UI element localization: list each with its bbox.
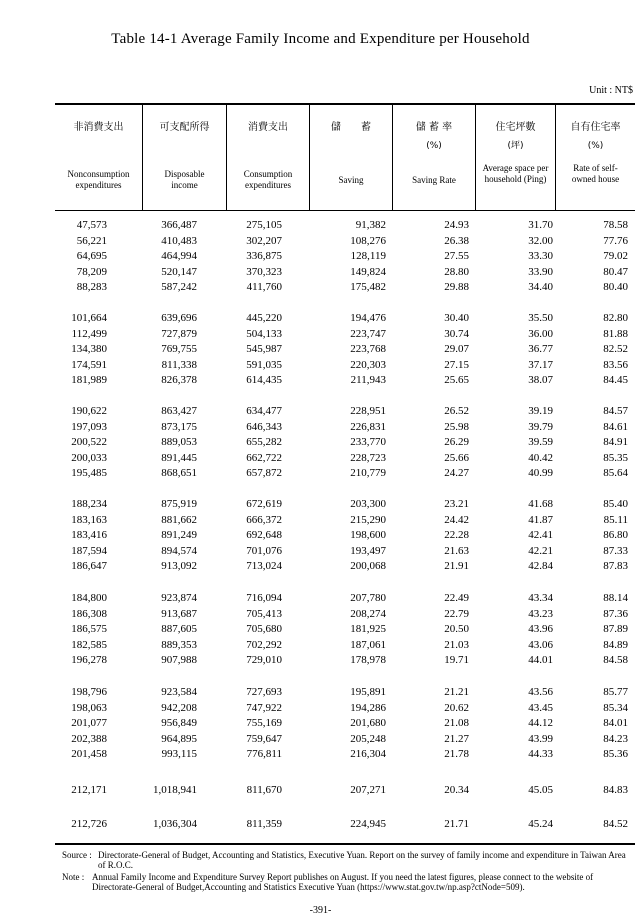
table-cell: 913,687: [161, 607, 197, 620]
table-cell: 228,723: [350, 451, 386, 464]
table-cell: 223,747: [350, 327, 386, 340]
table-cell: 747,922: [246, 701, 282, 714]
table-row: [55, 592, 635, 607]
table-cell: 614,435: [246, 374, 282, 386]
header-zh: 儲 蓄: [331, 122, 371, 133]
table-row: [55, 467, 635, 482]
table-cell: 26.52: [444, 405, 469, 417]
header-en: Average space per household (Ping): [482, 163, 549, 184]
table-cell: 21.27: [444, 732, 469, 745]
table-cell: 44.01: [528, 654, 553, 666]
unit-label: Unit : NT$: [589, 85, 633, 96]
table-cell: 889,353: [161, 638, 197, 651]
table-cell: 34.40: [528, 281, 553, 293]
table-cell: 39.59: [528, 436, 553, 448]
table-header-rule: [55, 210, 635, 211]
table-cell: 84.83: [603, 784, 628, 796]
table-row: [55, 654, 635, 669]
table-row: [55, 498, 635, 513]
table-cell: 200,522: [71, 436, 107, 448]
table-cell: 194,286: [350, 701, 386, 714]
table-cell: 78.58: [603, 219, 628, 231]
table-cell: 79.02: [603, 250, 628, 262]
table-cell: 769,755: [161, 343, 197, 355]
table-cell: 33.90: [528, 265, 553, 278]
table-cell: 956,849: [161, 717, 197, 729]
table-row: [55, 702, 635, 717]
table-row: [55, 250, 635, 265]
table-cell: 77.76: [603, 234, 628, 247]
table-cell: 84.61: [603, 420, 628, 433]
table-cell: 993,115: [161, 748, 197, 760]
table-cell: 520,147: [161, 265, 197, 278]
table-cell: 200,068: [350, 560, 386, 572]
table-cell: 202,388: [71, 732, 107, 745]
table-cell: 78,209: [76, 265, 107, 278]
table-cell: 702,292: [246, 638, 282, 651]
table-cell: 411,760: [246, 281, 282, 293]
table-row: [55, 639, 635, 654]
table-row: [55, 733, 635, 748]
table-cell: 182,585: [71, 638, 107, 651]
table-cell: 43.23: [528, 607, 553, 620]
table-cell: 197,093: [71, 420, 107, 433]
table-cell: 211,943: [350, 374, 386, 386]
table-cell: 175,482: [350, 281, 386, 293]
table-row: [55, 374, 635, 389]
table-row: [55, 529, 635, 544]
header-en: Saving: [338, 175, 364, 185]
table-row: [55, 608, 635, 623]
table-cell: 22.49: [444, 592, 469, 604]
table-cell: 44.33: [528, 748, 553, 760]
table-cell: 28.80: [444, 265, 469, 278]
table-cell: 198,600: [350, 529, 386, 541]
table-cell: 891,445: [161, 451, 197, 464]
table-cell: 85.35: [603, 451, 628, 464]
table-cell: 87.89: [603, 623, 628, 635]
table-cell: 190,622: [71, 405, 107, 417]
table-cell: 85.40: [603, 498, 628, 510]
table-row: [55, 784, 635, 799]
table-cell: 183,416: [71, 529, 107, 541]
table-cell: 184,800: [71, 592, 107, 604]
table-cell: 87.36: [603, 607, 628, 620]
table-cell: 84.91: [603, 436, 628, 448]
table-cell: 212,171: [71, 784, 107, 796]
table-cell: 223,768: [350, 343, 386, 355]
table-row: [55, 266, 635, 281]
table-cell: 201,680: [350, 717, 386, 729]
table-cell: 24.42: [444, 513, 469, 526]
header-en: Nonconsumption expenditures: [67, 169, 130, 190]
table-cell: 24.27: [444, 467, 469, 479]
table-cell: 42.41: [528, 529, 553, 541]
table-cell: 445,220: [246, 312, 282, 324]
table-cell: 108,276: [350, 234, 386, 247]
table-cell: 705,413: [246, 607, 282, 620]
table-row: [55, 686, 635, 701]
table-cell: 181,925: [350, 623, 386, 635]
table-cell: 20.50: [444, 623, 469, 635]
table-cell: 193,497: [350, 544, 386, 557]
table-cell: 220,303: [350, 358, 386, 371]
table-cell: 891,249: [161, 529, 197, 541]
table-cell: 587,242: [161, 281, 197, 293]
table-cell: 889,053: [161, 436, 197, 448]
table-cell: 186,308: [71, 607, 107, 620]
table-cell: 43.34: [528, 592, 553, 604]
table-cell: 464,994: [161, 250, 197, 262]
table-cell: 692,648: [246, 529, 282, 541]
table-cell: 205,248: [350, 732, 386, 745]
table-cell: 84.23: [603, 732, 628, 745]
table-cell: 44.12: [528, 717, 553, 729]
table-cell: 82.80: [603, 312, 628, 324]
table-cell: 21.08: [444, 717, 469, 729]
table-row: [55, 436, 635, 451]
table-cell: 923,874: [161, 592, 197, 604]
table-cell: 1,036,304: [153, 818, 197, 830]
table-cell: 875,919: [161, 498, 197, 510]
table-row: [55, 328, 635, 343]
table-cell: 727,879: [161, 327, 197, 340]
table-cell: 224,945: [350, 818, 386, 830]
header-zh: 可支配所得: [159, 122, 210, 133]
source-note: [62, 850, 634, 870]
table-cell: 863,427: [161, 405, 197, 417]
table-cell: 84.57: [603, 405, 628, 417]
header-self-owned: [556, 105, 635, 210]
table-cell: 83.56: [603, 358, 628, 371]
table-cell: 30.40: [444, 312, 469, 324]
table-cell: 25.65: [444, 374, 469, 386]
table-cell: 85.64: [603, 467, 628, 479]
table-cell: 894,574: [161, 544, 197, 557]
table-cell: 201,458: [71, 748, 107, 760]
header-zh: 非消費支出: [73, 122, 124, 133]
table-cell: 226,831: [350, 420, 386, 433]
table-cell: 134,380: [71, 343, 107, 355]
table-cell: 811,670: [246, 784, 282, 796]
table-cell: 43.56: [528, 686, 553, 698]
header-en: Disposable income: [164, 169, 205, 190]
table-cell: 216,304: [350, 748, 386, 760]
table-cell: 634,477: [246, 405, 282, 417]
header-en: Consumption expenditures: [243, 169, 293, 190]
table-cell: 30.74: [444, 327, 469, 340]
table-row: [55, 343, 635, 358]
table-row: [55, 219, 635, 234]
table-cell: 186,575: [71, 623, 107, 635]
header-zh: 自有住宅率: [570, 122, 621, 133]
table-cell: 187,594: [71, 544, 107, 557]
table-cell: 923,584: [161, 686, 197, 698]
table-cell: 22.79: [444, 607, 469, 620]
table-cell: 705,680: [246, 623, 282, 635]
table-cell: 128,119: [350, 250, 386, 262]
page-number: -391-: [309, 905, 332, 916]
table-cell: 80.40: [603, 281, 628, 293]
table-cell: 210,779: [350, 467, 386, 479]
table-row: [55, 281, 635, 296]
table-cell: 41.68: [528, 498, 553, 510]
table-cell: 21.91: [444, 560, 469, 572]
table-cell: 149,824: [350, 265, 386, 278]
table-cell: 84.89: [603, 638, 628, 651]
table-cell: 64,695: [76, 250, 107, 262]
table-cell: 887,605: [161, 623, 197, 635]
table-cell: 91,382: [355, 219, 386, 231]
table-row: [55, 748, 635, 763]
table-cell: 672,619: [246, 498, 282, 510]
header-space: [476, 105, 555, 210]
header-zh: 儲 蓄 率: [415, 122, 453, 133]
table-cell: 43.96: [528, 623, 553, 635]
table-cell: 178,978: [350, 654, 386, 666]
table-cell: 31.70: [528, 219, 553, 231]
source-label: Source :: [62, 850, 92, 860]
header-unit: (坪): [507, 141, 524, 151]
table-row: [55, 545, 635, 560]
table-cell: 657,872: [246, 467, 282, 479]
table-row: [55, 452, 635, 467]
table-row: [55, 405, 635, 420]
table-cell: 646,343: [246, 420, 282, 433]
table-cell: 84.01: [603, 717, 628, 729]
table-row: [55, 717, 635, 732]
table-cell: 21.63: [444, 544, 469, 557]
table-row: [55, 560, 635, 575]
table-cell: 85.34: [603, 701, 628, 714]
table-cell: 112,499: [71, 327, 107, 340]
table-cell: 195,891: [350, 686, 386, 698]
table-cell: 188,234: [71, 498, 107, 510]
table-cell: 198,063: [71, 701, 107, 714]
table-cell: 27.55: [444, 250, 469, 262]
header-nonconsumption: [55, 105, 142, 210]
table-cell: 207,780: [350, 592, 386, 604]
table-cell: 591,035: [246, 358, 282, 371]
table-cell: 47,573: [76, 219, 107, 231]
table-cell: 85.11: [603, 513, 628, 526]
table-cell: 174,591: [71, 358, 107, 371]
table-cell: 56,221: [76, 234, 107, 247]
table-cell: 881,662: [161, 513, 197, 526]
table-cell: 86.80: [603, 529, 628, 541]
source-text: Directorate-General of Budget, Accounting and Statistics, Executive Yuan. Report on the survey of family income and expenditure in Taiwan Area of R.O.C.: [98, 850, 626, 870]
table-cell: 370,323: [246, 265, 282, 278]
table-cell: 207,271: [350, 784, 386, 796]
table-cell: 200,033: [71, 451, 107, 464]
table-row: [55, 514, 635, 529]
header-zh: 住宅坪數: [495, 122, 536, 133]
table-row: [55, 421, 635, 436]
table-cell: 32.00: [528, 234, 553, 247]
table-cell: 729,010: [246, 654, 282, 666]
note: [62, 872, 634, 902]
table-row: [55, 312, 635, 327]
table-cell: 776,811: [246, 748, 282, 760]
header-saving-rate: [393, 105, 475, 210]
table-cell: 37.17: [528, 358, 553, 371]
table-cell: 36.77: [528, 343, 553, 355]
header-zh: 消費支出: [248, 122, 288, 133]
table-cell: 35.50: [528, 312, 553, 324]
table-cell: 36.00: [528, 327, 553, 340]
table-cell: 29.88: [444, 281, 469, 293]
table-cell: 85.77: [603, 686, 628, 698]
table-cell: 84.45: [603, 374, 628, 386]
table-cell: 228,951: [350, 405, 386, 417]
table-cell: 201,077: [71, 717, 107, 729]
table-cell: 716,094: [246, 592, 282, 604]
table-cell: 87.83: [603, 560, 628, 572]
table-cell: 215,290: [350, 513, 386, 526]
header-unit: (%): [587, 141, 604, 151]
note-label: Note :: [62, 872, 85, 882]
table-cell: 873,175: [161, 420, 197, 433]
header-disposable: [143, 105, 226, 210]
table-row: [55, 818, 635, 833]
table-cell: 811,338: [161, 358, 197, 371]
table-cell: 336,875: [246, 250, 282, 262]
table-cell: 639,696: [161, 312, 197, 324]
table-cell: 212,726: [71, 818, 107, 830]
note-text: Annual Family Income and Expenditure Survey Report publishes on August. If you need the latest figures, please connect to the website of Directorate-General of Budget,Accounting and Statistics Executive Yuan (https://www.stat.gov.tw/np.asp?ctNode=509).: [92, 872, 594, 892]
table-cell: 942,208: [161, 701, 197, 714]
table-cell: 755,169: [246, 717, 282, 729]
table-bottom-rule: [55, 843, 635, 845]
table-cell: 43.06: [528, 638, 553, 651]
table-cell: 275,105: [246, 219, 282, 231]
table-cell: 20.62: [444, 701, 469, 714]
table-row: [55, 623, 635, 638]
table-cell: 22.28: [444, 529, 469, 541]
table-cell: 39.79: [528, 420, 553, 433]
table-cell: 45.05: [528, 784, 553, 796]
table-cell: 187,061: [350, 638, 386, 651]
table-cell: 84.58: [603, 654, 628, 666]
table-cell: 811,359: [246, 818, 282, 830]
table-cell: 26.29: [444, 436, 469, 448]
table-cell: 203,300: [350, 498, 386, 510]
table-cell: 25.66: [444, 451, 469, 464]
table-cell: 24.93: [444, 219, 469, 231]
table-cell: 1,018,941: [153, 784, 197, 796]
table-cell: 40.42: [528, 451, 553, 464]
table-cell: 80.47: [603, 265, 628, 278]
table-cell: 26.38: [444, 234, 469, 247]
table-row: [55, 359, 635, 374]
table-cell: 43.45: [528, 701, 553, 714]
table-cell: 208,274: [350, 607, 386, 620]
table-cell: 302,207: [246, 234, 282, 247]
header-consumption: [227, 105, 309, 210]
table-cell: 504,133: [246, 327, 282, 340]
table-cell: 33.30: [528, 250, 553, 262]
table-cell: 183,163: [71, 513, 107, 526]
table-cell: 19.71: [444, 654, 469, 666]
table-cell: 186,647: [71, 560, 107, 572]
table-cell: 21.71: [444, 818, 469, 830]
table-cell: 913,092: [161, 560, 197, 572]
table-cell: 964,895: [161, 732, 197, 745]
table-cell: 655,282: [246, 436, 282, 448]
table-cell: 196,278: [71, 654, 107, 666]
table-cell: 366,487: [161, 219, 197, 231]
table-cell: 84.52: [603, 818, 628, 830]
header-en: Rate of self-owned house: [571, 163, 620, 184]
table-cell: 666,372: [246, 513, 282, 526]
table-cell: 868,651: [161, 467, 197, 479]
header-en: Saving Rate: [412, 175, 456, 185]
table-cell: 759,647: [246, 732, 282, 745]
table-cell: 826,378: [161, 374, 197, 386]
table-cell: 907,988: [161, 654, 197, 666]
table-cell: 85.36: [603, 748, 628, 760]
page-title: Table 14-1 Average Family Income and Expenditure per Household: [111, 31, 530, 47]
table-cell: 198,796: [71, 686, 107, 698]
table-cell: 21.21: [444, 686, 469, 698]
table-cell: 194,476: [350, 312, 386, 324]
table-cell: 82.52: [603, 343, 628, 355]
table-cell: 40.99: [528, 467, 553, 479]
table-cell: 29.07: [444, 343, 469, 355]
table-cell: 38.07: [528, 374, 553, 386]
table-cell: 727,693: [246, 686, 282, 698]
table-cell: 181,989: [71, 374, 107, 386]
header-unit: (%): [426, 141, 442, 151]
table-cell: 42.84: [528, 560, 553, 572]
table-cell: 701,076: [246, 544, 282, 557]
table-cell: 713,024: [246, 560, 282, 572]
table-cell: 43.99: [528, 732, 553, 745]
table-cell: 410,483: [161, 234, 197, 247]
table-cell: 88,283: [76, 281, 107, 293]
table-cell: 39.19: [528, 405, 553, 417]
table-cell: 42.21: [528, 544, 553, 557]
table-cell: 195,485: [71, 467, 107, 479]
table-cell: 88.14: [603, 592, 628, 604]
table-cell: 233,770: [350, 436, 386, 448]
table-cell: 81.88: [603, 327, 628, 340]
table-cell: 45.24: [528, 818, 553, 830]
table-cell: 20.34: [444, 784, 469, 796]
header-saving: [310, 105, 392, 210]
table-cell: 27.15: [444, 358, 469, 371]
table-cell: 41.87: [528, 513, 553, 526]
table-cell: 23.21: [444, 498, 469, 510]
table-cell: 21.78: [444, 748, 469, 760]
table-cell: 545,987: [246, 343, 282, 355]
table-cell: 25.98: [444, 420, 469, 433]
table-cell: 662,722: [246, 451, 282, 464]
table-cell: 21.03: [444, 638, 469, 651]
table-cell: 87.33: [603, 544, 628, 557]
table-cell: 101,664: [71, 312, 107, 324]
table-row: [55, 235, 635, 250]
